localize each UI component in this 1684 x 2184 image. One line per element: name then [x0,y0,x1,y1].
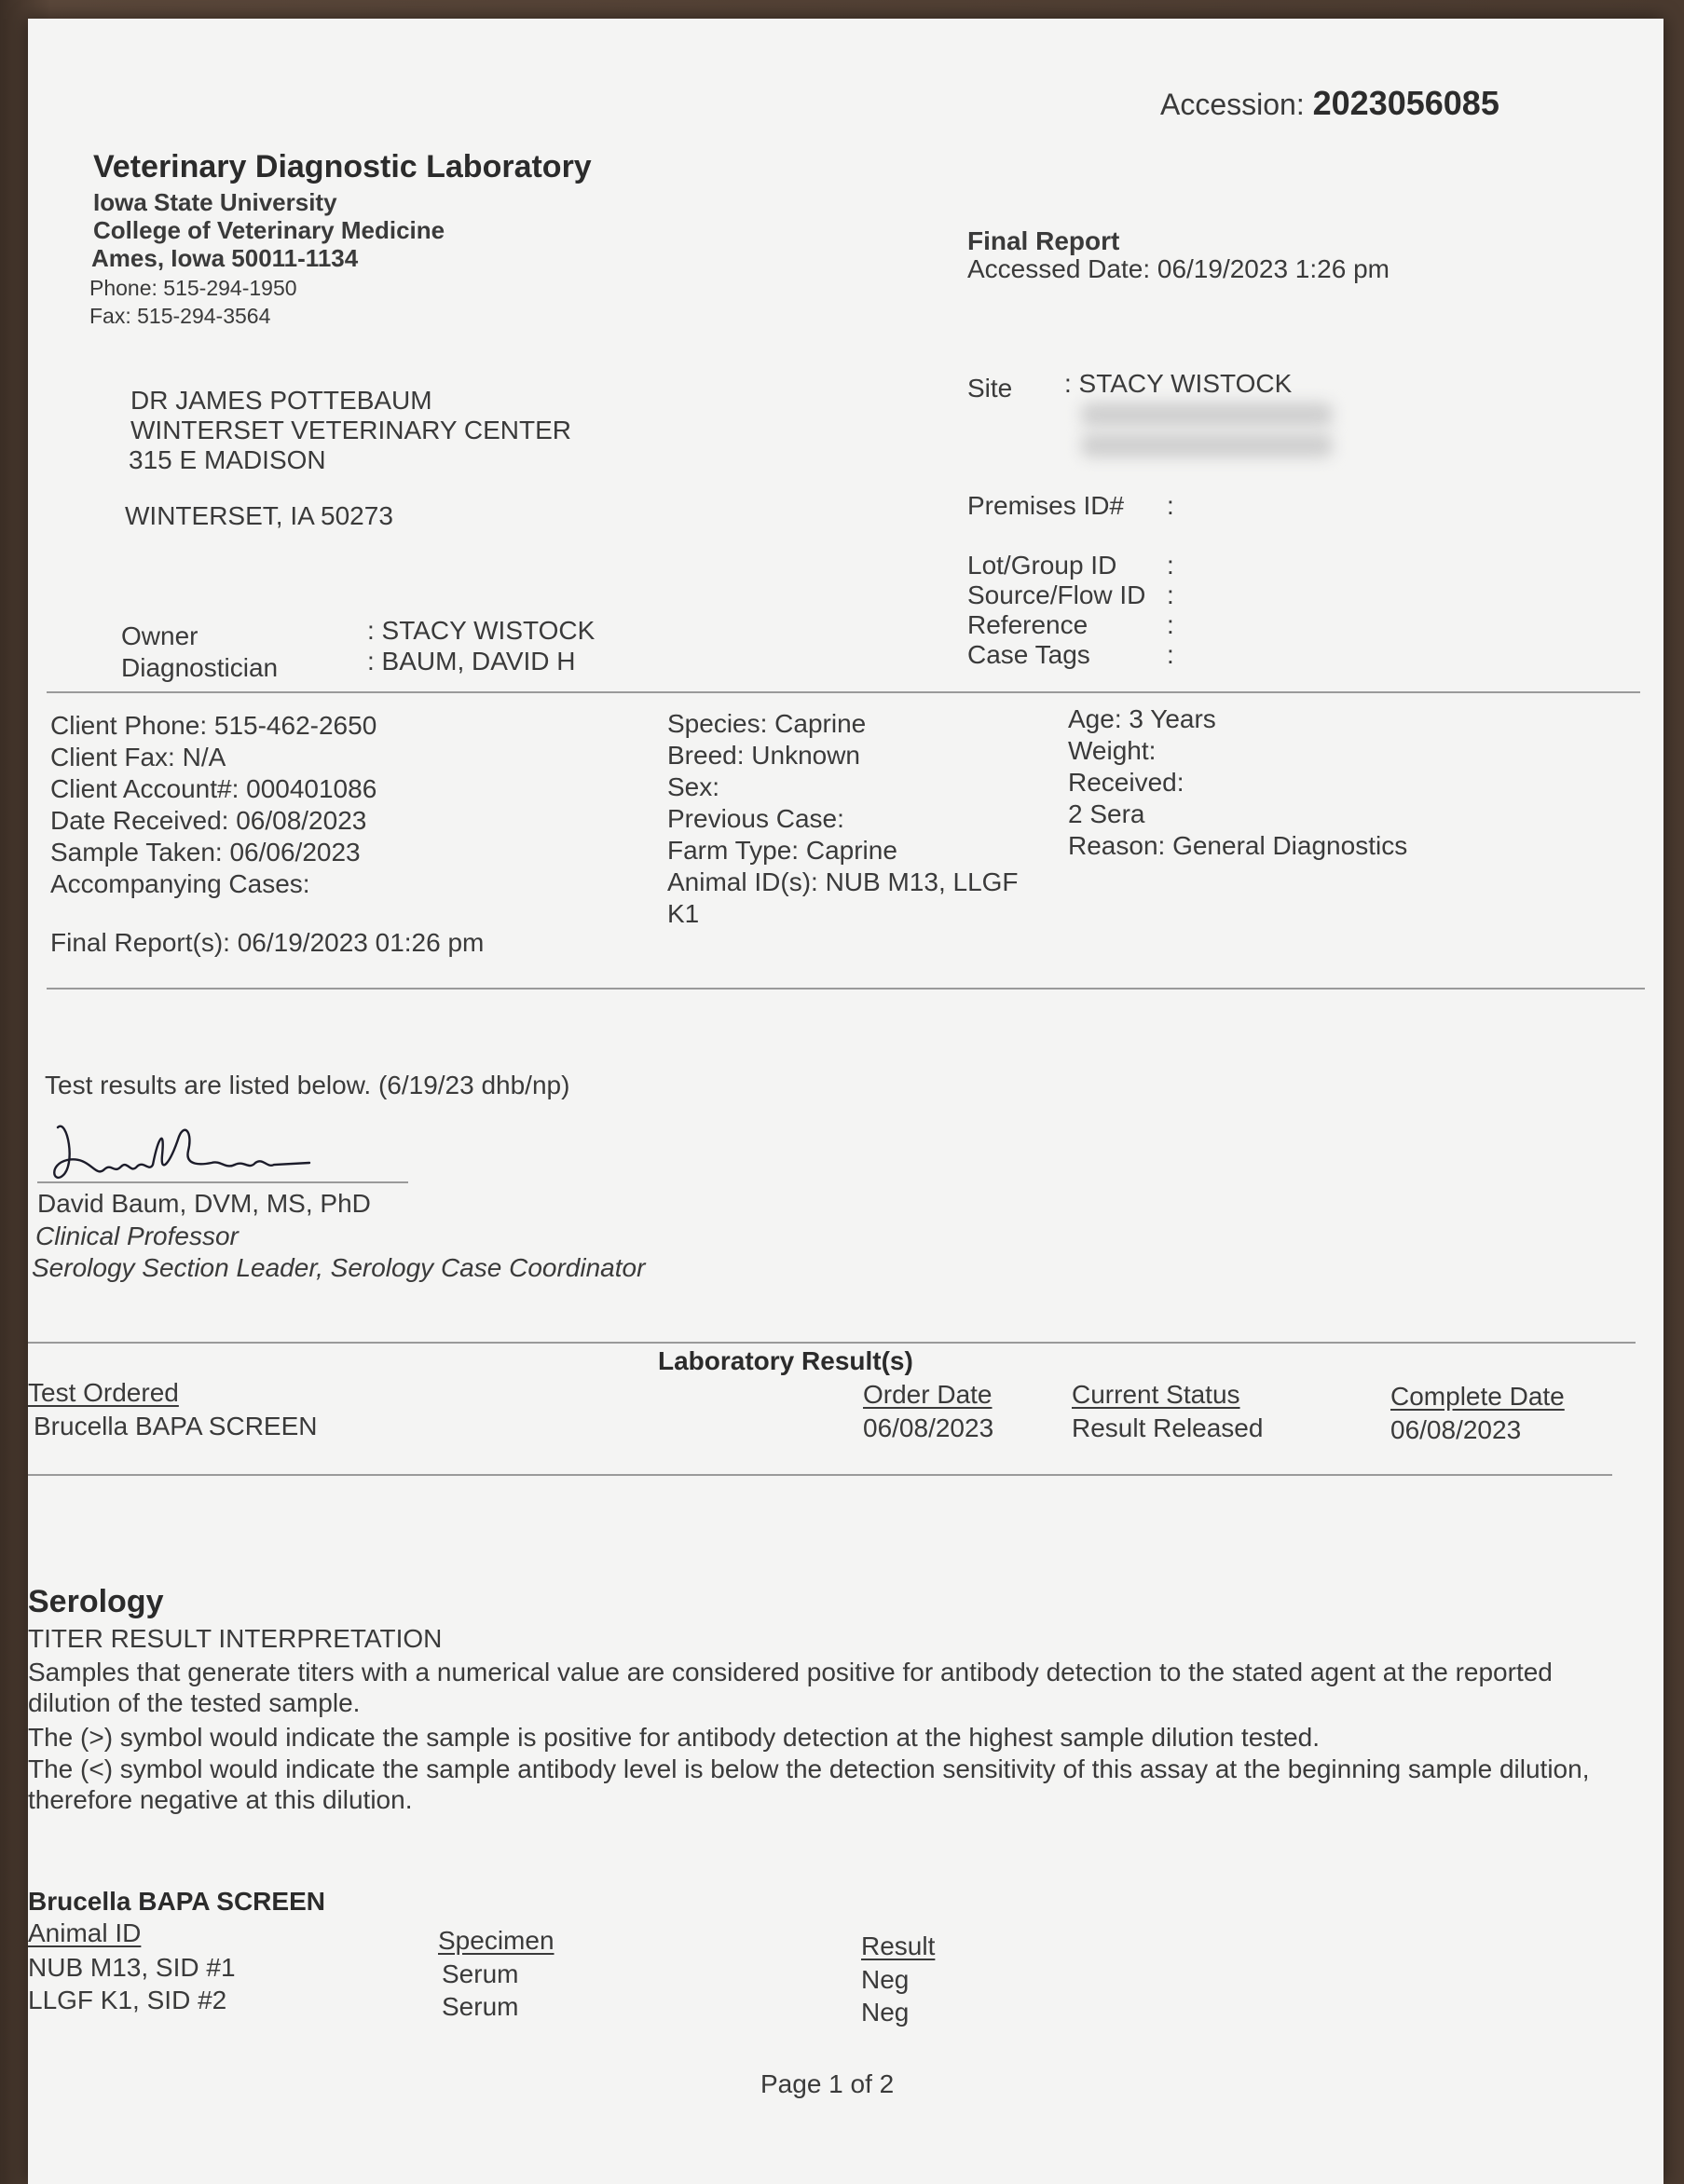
col-current-status: Current Status [1072,1380,1240,1409]
lab-fax: Fax: 515-294-3564 [89,304,271,328]
recipient-street: 315 E MADISON [129,445,326,474]
current-status: Result Released [1072,1413,1264,1442]
lab-name: Veterinary Diagnostic Laboratory [93,149,592,184]
test-name: Brucella BAPA SCREEN [34,1412,318,1440]
lab-results-heading: Laboratory Result(s) [658,1346,913,1375]
animal-ids: Animal ID(s): NUB M13, LLGF [667,867,1019,896]
col-order-date: Order Date [863,1380,993,1409]
premises-value: : [1167,491,1174,520]
table-row-animal: NUB M13, SID #1 [28,1953,236,1982]
divider [28,1342,1636,1344]
diagnostician-value: : BAUM, DAVID H [367,647,576,676]
site-value: : STACY WISTOCK [1064,369,1293,398]
recipient-city: WINTERSET, IA 50273 [125,501,393,530]
diagnostician-label: Diagnostician [121,653,279,682]
reference-value: : [1167,610,1174,639]
reason: Reason: General Diagnostics [1068,831,1408,860]
source-label: Source/Flow ID [967,580,1146,609]
species: Species: Caprine [667,709,867,738]
sex: Sex: [667,772,720,801]
accession-number: 2023056085 [1312,84,1499,122]
premises-label: Premises ID# [967,491,1125,520]
col-specimen: Specimen [438,1926,554,1955]
redacted-block [1081,403,1333,427]
date-received: Date Received: 06/08/2023 [50,806,367,835]
age: Age: 3 Years [1068,704,1216,733]
page-number: Page 1 of 2 [760,2069,895,2098]
recipient-name: DR JAMES POTTEBAUM [130,386,432,415]
signer-title: Clinical Professor [35,1222,239,1250]
animal-ids-cont: K1 [667,899,700,928]
signer-role: Serology Section Leader, Serology Case Coordinator [32,1253,646,1282]
lot-value: : [1167,551,1174,580]
col-result: Result [861,1931,936,1960]
serology-subheading: TITER RESULT INTERPRETATION [28,1624,443,1653]
divider [47,988,1645,990]
lab-phone: Phone: 515-294-1950 [89,276,297,300]
previous-case: Previous Case: [667,804,844,833]
lab-university: Iowa State University [93,188,337,216]
final-report-date: Final Report(s): 06/19/2023 01:26 pm [50,928,485,957]
owner-value: : STACY WISTOCK [367,616,596,645]
animal-info [667,708,1019,930]
bapa-heading: Brucella BAPA SCREEN [28,1887,325,1916]
serology-paragraph-3: The (<) symbol would indicate the sample antibody level is below the detection sensitivity of this assay at the beginning sample dilution, therefore negative at this dilution. [28,1754,1590,1814]
lab-city: Ames, Iowa 50011-1134 [91,244,359,272]
recipient-clinic: WINTERSET VETERINARY CENTER [130,416,571,444]
signature-image [39,1109,319,1193]
table-row-animal: LLGF K1, SID #2 [28,1986,227,2014]
accession-label: Accession: [1160,88,1305,121]
site-label: Site [967,374,1013,403]
table-row-result: Neg [861,1965,910,1994]
client-fax: Client Fax: N/A [50,743,226,771]
lab-college: College of Veterinary Medicine [93,216,445,244]
reference-label: Reference [967,610,1088,639]
lot-label: Lot/Group ID [967,551,1117,580]
divider [28,1474,1612,1476]
client-phone: Client Phone: 515-462-2650 [50,711,377,740]
results-note: Test results are listed below. (6/19/23 dhb/np) [45,1071,570,1099]
col-complete-date: Complete Date [1390,1382,1565,1411]
complete-date: 06/08/2023 [1390,1415,1522,1444]
accessed-date: Accessed Date: 06/19/2023 1:26 pm [967,254,1390,283]
serology-heading: Serology [28,1584,164,1619]
report-page [28,19,1663,2184]
source-value: : [1167,580,1174,609]
weight: Weight: [1068,736,1157,765]
table-row-result: Neg [861,1998,910,2027]
serology-paragraph-1: Samples that generate titers with a numerical value are considered positive for antibody detection to the stated agent at the reported dilution of the tested sample. [28,1658,1553,1717]
breed: Breed: Unknown [667,741,861,770]
redacted-block [1081,433,1333,457]
order-date: 06/08/2023 [863,1413,994,1442]
signature-line [37,1181,408,1183]
accompanying-cases: Accompanying Cases: [50,869,310,898]
client-account: Client Account#: 000401086 [50,774,377,803]
tags-value: : [1167,640,1174,669]
sample-taken: Sample Taken: 06/06/2023 [50,838,361,867]
tags-label: Case Tags [967,640,1090,669]
col-animal-id: Animal ID [28,1918,142,1947]
divider [47,691,1640,693]
owner-label: Owner [121,621,199,650]
sample-info [1068,703,1407,862]
client-info [50,710,377,900]
serology-paragraph-2: The (>) symbol would indicate the sample is positive for antibody detection at the highest sample dilution tested. [28,1723,1320,1752]
signer-name: David Baum, DVM, MS, PhD [37,1189,371,1218]
table-row-specimen: Serum [442,1959,519,1988]
accession [1160,84,1499,123]
received: Received: [1068,768,1184,797]
farm-type: Farm Type: Caprine [667,836,897,865]
table-row-specimen: Serum [442,1992,519,2021]
report-title: Final Report [967,226,1120,255]
col-test-ordered: Test Ordered [28,1378,179,1407]
sera-count: 2 Sera [1068,799,1145,828]
